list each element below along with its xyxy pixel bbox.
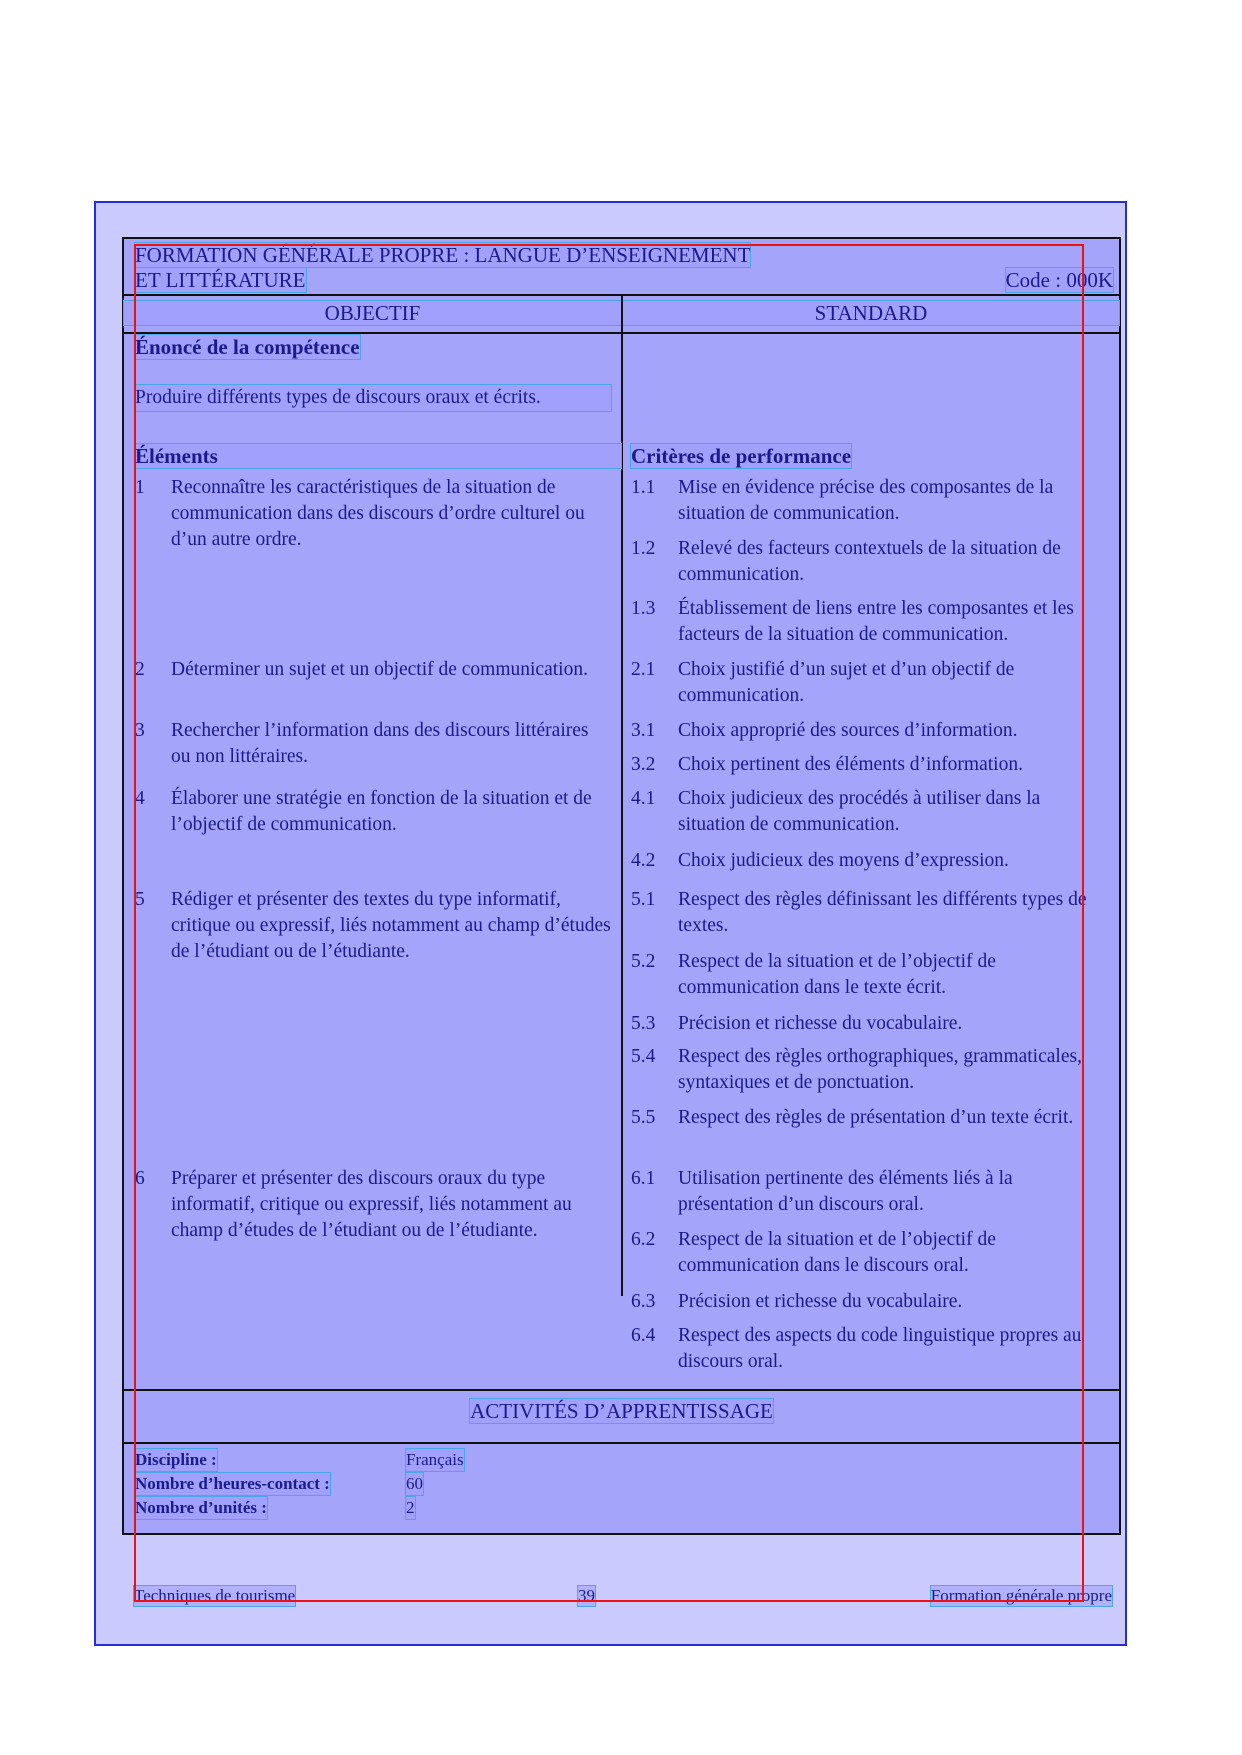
criteria-heading: Critères de performance <box>631 444 852 468</box>
footer-section: Formation générale propre <box>930 1586 1112 1605</box>
elements-heading: Éléments <box>135 444 621 468</box>
footer-program: Techniques de tourisme <box>134 1586 296 1605</box>
title-line-1: FORMATION GÉNÉRALE PROPRE : LANGUE D’ENSEIGNEMENT <box>135 243 751 267</box>
divider <box>124 1389 1119 1391</box>
competency-table: FORMATION GÉNÉRALE PROPRE : LANGUE D’ENSEIGNEMENT ET LITTÉRATURE Code : 000K OBJECTIF STANDARD Énoncé de la compétence Produire différents types de discours oraux et écrits. Éléments Critères de performance 1 Reconnaître les caractéristiques de la situation de communication dans des discours d’ordre culturel ou d’un autre ordre. 2 Déterminer un sujet et un objectif de communication. 3 Rechercher l’information dans des discours littéraires ou non littéraires. 4 Élaborer une stratégie en fonction de la situation et de l’objectif de communication. 5 Rédiger et présenter des textes du type informatif, critique ou expressif, liés notamment au champ d’études de l’étudiant ou de l’étudiante. 6 Préparer et présenter des discours oraux du type informatif, critique ou expressif, liés notamment au champ d’études de l’étudiant ou de l’étudiante. 1.1 Mise en évidence précise des composantes de la situation de communication. 1.2 Relevé des facteurs contextuels de la situation de communication. 1.3 Établissement de liens entre les composantes et les facteurs de la situation de communication. 2.1 Choix justifié d’un sujet et d’un objectif de communication. 3.1 Choix approprié des sources d’information. 3.2 Choix pertinent des éléments d’information. 4.1 Choix judicieux des procédés à utiliser dans la situation de communication. 4.2 Choix judicieux des moyens d’expression. 5.1 Respect des règles définissant les différents types de textes. 5.2 Respect de la situation et de l’objectif de communication dans le texte écrit. 5.3 Précision et richesse du vocabulaire. 5.4 Respect des règles orthographiques, grammaticales, syntaxiques et de ponctuation. 5.5 Respect des règles de présentation d’un texte écrit. 6.1 Utilisation pertinente des éléments liés à la présentation d’un discours oral. 6.2 Respect de la situation et de l’objectif de communication dans le discours oral. 6.3 Précision et richesse du vocabulaire. 6.4 Respect des aspects du code linguistique propres au discours oral. ACTIVITÉS D’APPRENTISSAGE Discipline : Français Nombre d’heures-contact : 60 Nombre d’unités : 2 <box>122 237 1121 1535</box>
divider <box>124 1442 1119 1444</box>
competence-heading: Énoncé de la compétence <box>135 335 360 359</box>
element-item: 1 Reconnaître les caractéristiques de la situation de communication dans des discours d’ordre culturel ou d’un autre ordre. <box>135 477 585 550</box>
course-code: Code : 000K <box>1005 268 1113 292</box>
element-item: 5 Rédiger et présenter des textes du type informatif, critique ou expressif, liés notamment au champ d’études de l’étudiant ou de l’étudiante. <box>135 889 611 962</box>
element-item: 4 Élaborer une stratégie en fonction de la situation et de l’objectif de communication. <box>135 788 592 835</box>
column-divider <box>621 294 623 1296</box>
title-line-2: ET LITTÉRATURE <box>135 268 306 292</box>
activities-heading: ACTIVITÉS D’APPRENTISSAGE <box>470 1399 773 1423</box>
footer-page-number: 39 <box>578 1586 595 1605</box>
element-item: 2 Déterminer un sujet et un objectif de communication. <box>135 659 588 680</box>
element-item: 6 Préparer et présenter des discours oraux du type informatif, critique ou expressif, liés notamment au champ d’études de l’étudiant ou de l’étudiante. <box>135 1168 572 1241</box>
column-header-standard: STANDARD <box>623 301 1119 325</box>
column-header-objectif: OBJECTIF <box>124 301 621 325</box>
element-item: 3 Rechercher l’information dans des discours littéraires ou non littéraires. <box>135 720 589 767</box>
competence-text: Produire différents types de discours oraux et écrits. <box>135 385 611 411</box>
